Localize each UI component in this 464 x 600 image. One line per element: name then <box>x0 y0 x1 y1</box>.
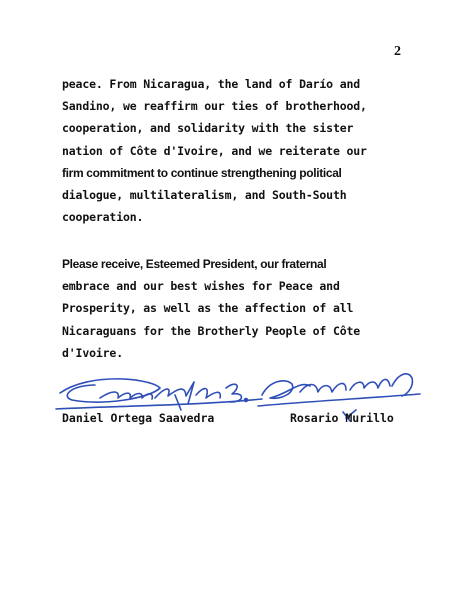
text-line: embrace and our best wishes for Peace and <box>62 279 340 294</box>
text-line: Prosperity, as well as the affection of all <box>62 301 354 316</box>
text-line: firm commitment to continue strengthening political <box>62 165 342 180</box>
text-line: nation of Côte d'Ivoire, and we reiterate our <box>62 143 367 158</box>
text-line: Sandino, we reaffirm our ties of brotherhood, <box>62 99 367 114</box>
text-line: peace. From Nicaragua, the land of Darío and <box>62 77 361 91</box>
text-line: Please receive, Esteemed President, our fraternal <box>62 257 327 271</box>
signature-daniel-ortega <box>56 379 262 410</box>
text-line: d'Ivoire. <box>62 345 123 360</box>
text-line: Nicaraguans for the Brotherly People of Côte <box>62 323 361 338</box>
signer-name-rosario-murillo: Rosario Murillo <box>290 411 394 425</box>
signer-name-daniel-ortega: Daniel Ortega Saavedra <box>62 411 215 425</box>
text-line: cooperation. <box>62 210 144 225</box>
page-number: 2 <box>394 44 401 59</box>
text-line: cooperation, and solidarity with the sister <box>62 121 354 136</box>
text-line: dialogue, multilateralism, and South-South <box>62 188 347 203</box>
